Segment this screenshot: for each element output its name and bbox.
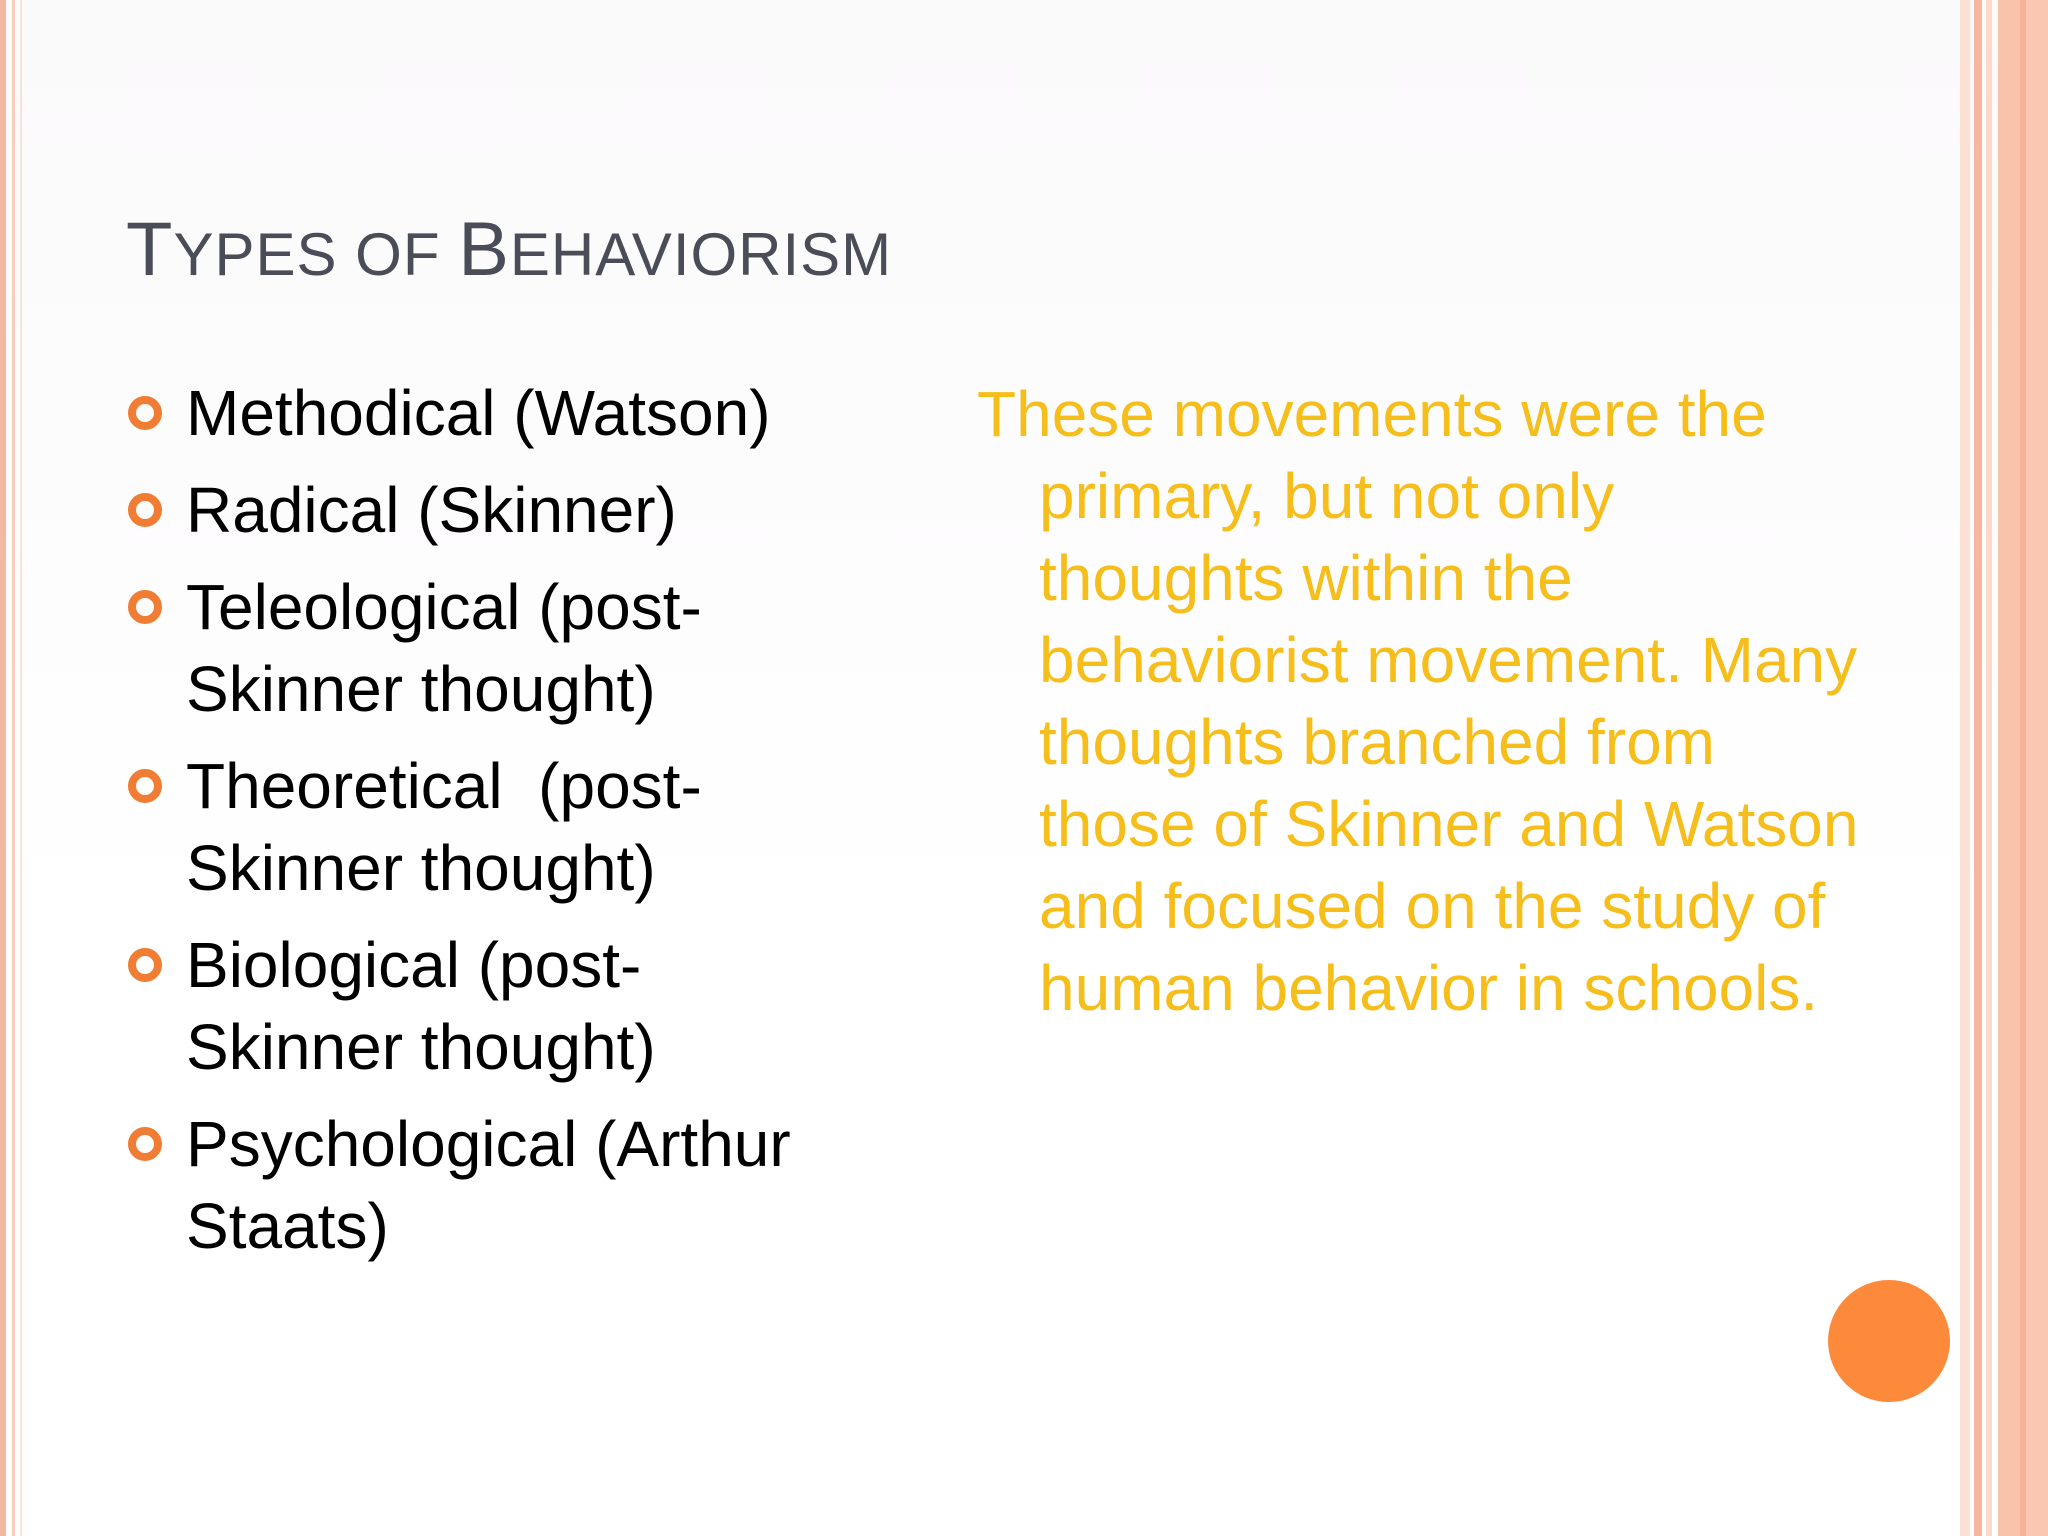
list-item-label: Psychological (Arthur Staats): [186, 1108, 791, 1262]
list-item: [126, 1103, 926, 1267]
left-border-rule-faint: [20, 0, 22, 1536]
ring-bullet-icon: [128, 769, 162, 803]
list-item-label: Methodical (Watson): [186, 377, 771, 449]
title-initial-1: T: [126, 207, 174, 292]
stripe: [1998, 0, 2020, 1536]
right-decorative-stripes: [1960, 0, 2048, 1536]
left-border-rule: [0, 0, 6, 1536]
list-item: [126, 469, 926, 551]
ring-bullet-icon: [128, 493, 162, 527]
ring-bullet-icon: [128, 1127, 162, 1161]
title-rest-2: EHAVIORISM: [509, 221, 893, 288]
ring-bullet-icon: [128, 590, 162, 624]
stripe: [2026, 0, 2048, 1536]
list-item: [126, 745, 926, 909]
list-item-label: Teleological (post-Skinner thought): [186, 571, 702, 725]
list-item-label: Biological (post-Skinner thought): [186, 929, 656, 1083]
stripe: [1974, 0, 1982, 1536]
slide-title: [126, 207, 893, 292]
ring-bullet-icon: [128, 948, 162, 982]
left-border-rule-inner: [12, 0, 15, 1536]
behaviorism-types-list: [126, 372, 926, 1282]
stripe: [1986, 0, 1992, 1536]
list-item: [126, 924, 926, 1088]
stripe: [1960, 0, 1970, 1536]
list-item: [126, 372, 926, 454]
list-item: [126, 566, 926, 730]
list-item-label: Theoretical (post-Skinner thought): [186, 750, 702, 904]
ring-bullet-icon: [128, 396, 162, 430]
title-initial-2: B: [458, 207, 510, 292]
summary-note: These movements were the primary, but not only thoughts within the behaviorist movement. Many thoughts branched from those of Skinner and Watson and focused on the study of human behavior in schools.: [977, 378, 1859, 1024]
orange-circle-decoration: [1828, 1280, 1950, 1402]
list-item-label: Radical (Skinner): [186, 474, 677, 546]
title-rest-1: YPES OF: [173, 221, 459, 288]
